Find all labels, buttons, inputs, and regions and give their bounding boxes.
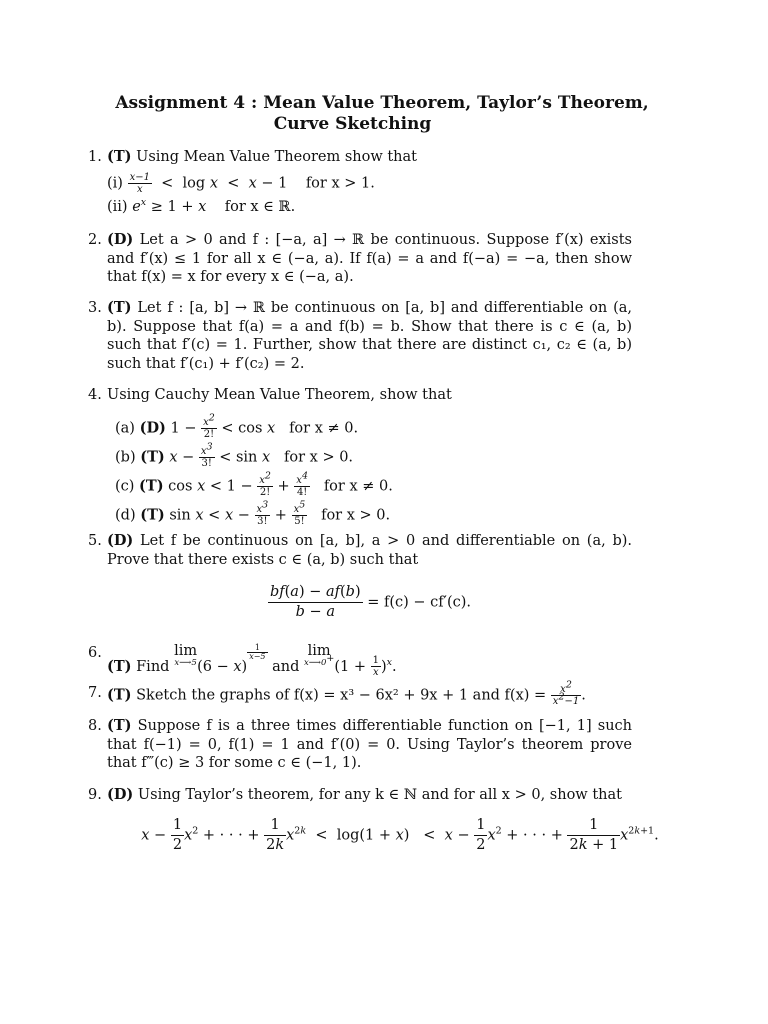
assignment-title (0, 93, 700, 135)
problem-5-equation: $\frac{bf(a) - af(b)}{b - a}$ = f(c) − cf′(c). (269, 584, 472, 620)
problem-tag: (D) (107, 532, 134, 549)
problem-number: 1. (88, 149, 102, 165)
limit-1: lim x⟶5 (174, 643, 198, 668)
problem-number: 7. (88, 685, 102, 701)
problem-1-part-ii: (ii) $e^x \ge 1 + x$ for x ∈ ℝ. (107, 196, 296, 215)
problem-9 (88, 786, 632, 805)
problem-8 (88, 717, 632, 773)
problem-number: 8. (88, 718, 102, 734)
problem-text: Let f be continuous on [a, b], a > 0 and differentiable on (a, b). Prove that there exists c ∈ (a, b) such that (107, 533, 632, 568)
problem-tag: (T) (107, 299, 132, 316)
problem-2 (88, 231, 632, 287)
problem-tag: (T) (107, 717, 132, 734)
problem-4-part-b: (b) (T) x − $\frac{x^3}{3!}$ < sin x for x > 0. (115, 441, 354, 469)
problem-text: Sketch the graphs of f(x) = x³ − 6x² + 9x + 1 and f(x) = (136, 687, 547, 704)
problem-number: 6. (88, 645, 102, 661)
title-line-2: Curve Sketching (273, 114, 432, 134)
problem-tag: (T) (107, 657, 132, 675)
problem-tag: (D) (107, 786, 134, 803)
problem-number: 9. (88, 787, 102, 803)
problem-tag: (D) (107, 231, 134, 248)
problem-tag: (T) (107, 148, 132, 165)
problem-number: 4. (88, 387, 102, 403)
problem-4-part-a: (a) (D) 1 − $\frac{x^2}{2!}$ < cos x for x ≠ 0. (115, 412, 359, 440)
problem-7: 7. (T) Sketch the graphs of f(x) = x³ − 6x² + 9x + 1 and f(x) = $\frac{x^2}{x^2-1}$ . (88, 679, 586, 707)
problem-6: 6. (T) Find lim x⟶5 (6 − x) $^{\frac{1}{x-5}}$ and lim x⟶0+ (1 + $\frac{1}{x}$ )$^x$. (88, 643, 397, 679)
problem-1-part-i: (i) $\frac{x-1}{x}$ < log x < x − 1 for x > 1. (107, 171, 375, 195)
problem-number: 5. (88, 533, 102, 549)
problem-text: Let f : [a, b] → ℝ be continuous on [a, b] and differentiable on (a, b). Suppose that f(a) = a and f(b) = b. Show that there is c ∈ (a, b) such that f′(c) = 1. Further, show that there are distinct c₁, c₂ ∈ (a, b) such that f′(c₁) + f′(c₂) = 2. (107, 300, 633, 372)
problem-text: Using Cauchy Mean Value Theorem, show that (107, 387, 452, 403)
problem-4 (88, 386, 632, 527)
problem-5 (88, 532, 632, 622)
limit-2: lim x⟶0+ (304, 643, 335, 668)
problem-text: Suppose f is a three times differentiable function on [−1, 1] such that f(−1) = 0, f(1) = 1 and f′(0) = 0. Using Taylor’s theorem prove that f‴(c) ≥ 3 for some c ∈ (−1, 1). (107, 718, 633, 771)
problem-number: 3. (88, 300, 102, 316)
problem-text: Find (136, 658, 170, 675)
problem-4-part-d: (d) (T) sin x < x − $\frac{x^3}{3!}$ + $\frac{x^5}{5!}$ for x > 0. (115, 499, 391, 527)
fraction: $\frac{x-1}{x}$ (129, 171, 150, 195)
problem-text: Using Taylor’s theorem, for any k ∈ ℕ and for all x > 0, show that (137, 787, 622, 803)
problem-3 (88, 299, 632, 373)
title-line-1: Assignment 4 : Mean Value Theorem, Taylor’s Theorem, (115, 93, 649, 113)
problem-tag: (T) (107, 686, 132, 704)
problem-1 (88, 148, 632, 216)
problem-number: 2. (88, 232, 102, 248)
problem-4-part-c: (c) (T) cos x < 1 − $\frac{x^2}{2!}$ + $\frac{x^4}{4!}$ for x ≠ 0. (115, 470, 393, 498)
problem-text: Using Mean Value Theorem show that (136, 149, 417, 165)
problem-9-equation: x − $\frac{1}{2}$ $x^2$ + · · · + $\frac{1}{2k}$ $x^{2k} < \log(1 + x) < x$ − $\frac{1}{2}$ $x^2$ + · · · + $\frac{1}{2k + 1}$ $x^{2k+1}$. (141, 817, 659, 853)
problem-text: Let a > 0 and f : [−a, a] → ℝ be continuous. Suppose f′(x) exists and f′(x) ≤ 1 for all x ∈ (−a, a). If f(a) = a and f(−a) = −a, then show that f(x) = x for every x ∈ (−a, a). (107, 232, 632, 285)
